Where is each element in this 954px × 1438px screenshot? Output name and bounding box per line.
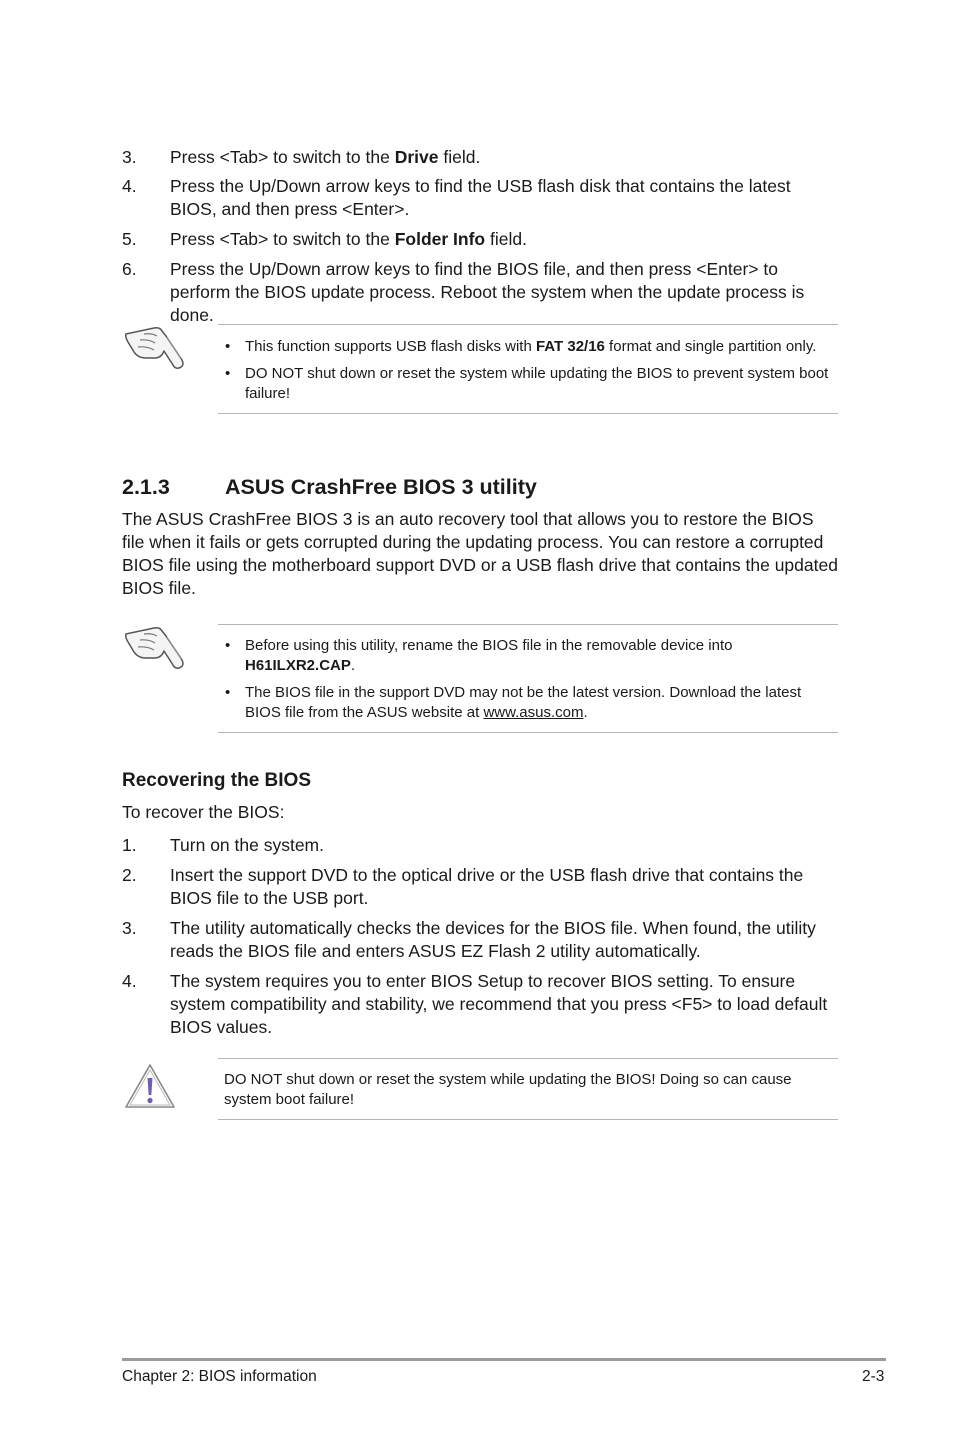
bullet-dot: •	[225, 684, 231, 701]
caution-text: DO NOT shut down or reset the system while updating the BIOS! Doing so can cause system boot failure!	[224, 1071, 792, 1108]
step-number: 3.	[122, 918, 137, 938]
step-text: The system requires you to enter BIOS Setup to recover BIOS setting. To ensure system compatibility and stability, we recommend that you press <F5> to load default BIOS values.	[170, 971, 828, 1037]
section-number: 2.1.3	[122, 475, 170, 499]
note-box-usb: • This function supports USB flash disks with FAT 32/16 format and single partition only. • DO NOT shut down or reset the system while updating the BIOS to prevent system boot failure!	[218, 324, 838, 414]
step-text: Press <Tab> to switch to the Drive field.	[170, 147, 481, 167]
bullet-dot: •	[225, 365, 231, 382]
warning-triangle-icon	[123, 1062, 177, 1110]
bold-term: H61ILXR2.CAP	[245, 657, 351, 674]
section-title: ASUS CrashFree BIOS 3 utility	[225, 475, 537, 499]
step-number: 6.	[122, 259, 137, 279]
step-number: 5.	[122, 229, 137, 249]
step-number: 4.	[122, 176, 137, 196]
caution-box	[218, 1058, 838, 1120]
pointing-hand-icon	[124, 324, 186, 372]
recover-lead: To recover the BIOS:	[122, 802, 285, 822]
step-text: Insert the support DVD to the optical drive or the USB flash drive that contains the BIOS file to the USB port.	[170, 865, 804, 908]
footer-rule	[122, 1358, 886, 1361]
bullet-dot: •	[225, 637, 231, 654]
step-text: Press the Up/Down arrow keys to find the USB flash disk that contains the latest BIOS, and then press <Enter>.	[170, 176, 791, 219]
step-number: 4.	[122, 971, 137, 991]
pointing-hand-icon	[124, 624, 186, 672]
step-text: Press <Tab> to switch to the Folder Info field.	[170, 229, 527, 249]
subsection-heading: Recovering the BIOS	[122, 770, 311, 791]
bold-term: Folder Info	[394, 229, 486, 249]
footer-page-number: 2-3	[862, 1368, 885, 1385]
bullet-dot: •	[225, 338, 231, 355]
footer-chapter: Chapter 2: BIOS information	[122, 1368, 317, 1385]
step-text: Turn on the system.	[170, 835, 324, 855]
bold-term: FAT 32/16	[535, 338, 605, 355]
bold-term: Drive	[394, 147, 439, 167]
step-number: 2.	[122, 865, 137, 885]
asus-website-link[interactable]: www.asus.com	[483, 704, 584, 721]
step-text: The utility automatically checks the devices for the BIOS file. When found, the utility reads the BIOS file and enters ASUS EZ Flash 2 utility automatically.	[170, 918, 816, 961]
section-intro: The ASUS CrashFree BIOS 3 is an auto recovery tool that allows you to restore the BIOS file when it fails or gets corrupted during the updating process. You can restore a corrupted BIOS file using the motherboard support DVD or a USB flash drive that contains the updated BIOS file.	[122, 509, 838, 598]
step-text: Press the Up/Down arrow keys to find the BIOS file, and then press <Enter> to perform the BIOS update process. Reboot the system when the update process is done.	[170, 259, 805, 325]
step-number: 1.	[122, 835, 137, 855]
step-number: 3.	[122, 147, 137, 167]
note-box-crashfree: • Before using this utility, rename the BIOS file in the removable device into H61ILXR2.CAP. • The BIOS file in the support DVD may not be the latest version. Download the latest BIOS file from the ASUS website at www.asus.com.	[218, 624, 838, 733]
